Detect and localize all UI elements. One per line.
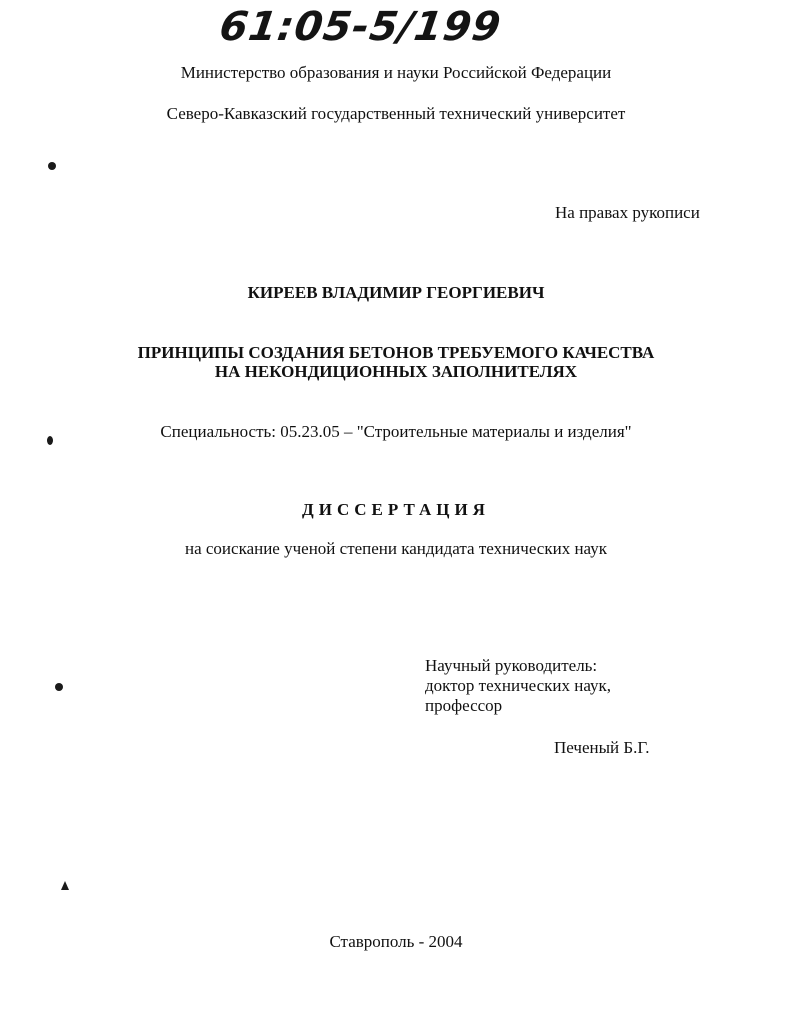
- punch-hole-mark-icon: [55, 683, 63, 691]
- dissertation-title-line-1: ПРИНЦИПЫ СОЗДАНИЯ БЕТОНОВ ТРЕБУЕМОГО КАЧЕСТВА: [137, 343, 655, 362]
- punch-hole-mark-icon: [47, 436, 53, 445]
- supervisor-block: [425, 656, 611, 716]
- university-name: Северо-Кавказский государственный технический университет: [166, 104, 626, 123]
- archive-code-handwritten: 61:05-5/199: [216, 4, 505, 50]
- supervisor-name: Печеный Б.Г.: [554, 738, 650, 757]
- document-type: ДИССЕРТАЦИЯ: [302, 500, 490, 519]
- punch-hole-mark-icon: [48, 162, 56, 170]
- supervisor-degree: доктор технических наук,: [425, 676, 612, 695]
- rights-note: На правах рукописи: [555, 203, 700, 222]
- ministry-name: Министерство образования и науки Российской Федерации: [180, 63, 612, 82]
- city-year: Ставрополь - 2004: [329, 932, 463, 951]
- supervisor-rank: профессор: [425, 696, 503, 715]
- punch-hole-mark-icon: [61, 881, 69, 890]
- dissertation-title-line-2: НА НЕКОНДИЦИОННЫХ ЗАПОЛНИТЕЛЯХ: [214, 362, 578, 381]
- author-name: КИРЕЕВ ВЛАДИМИР ГЕОРГИЕВИЧ: [247, 283, 545, 302]
- supervisor-label: Научный руководитель:: [425, 656, 598, 675]
- degree-line: на соискание ученой степени кандидата технических наук: [184, 539, 607, 558]
- specialty: Специальность: 05.23.05 – "Строительные материалы и изделия": [160, 422, 632, 441]
